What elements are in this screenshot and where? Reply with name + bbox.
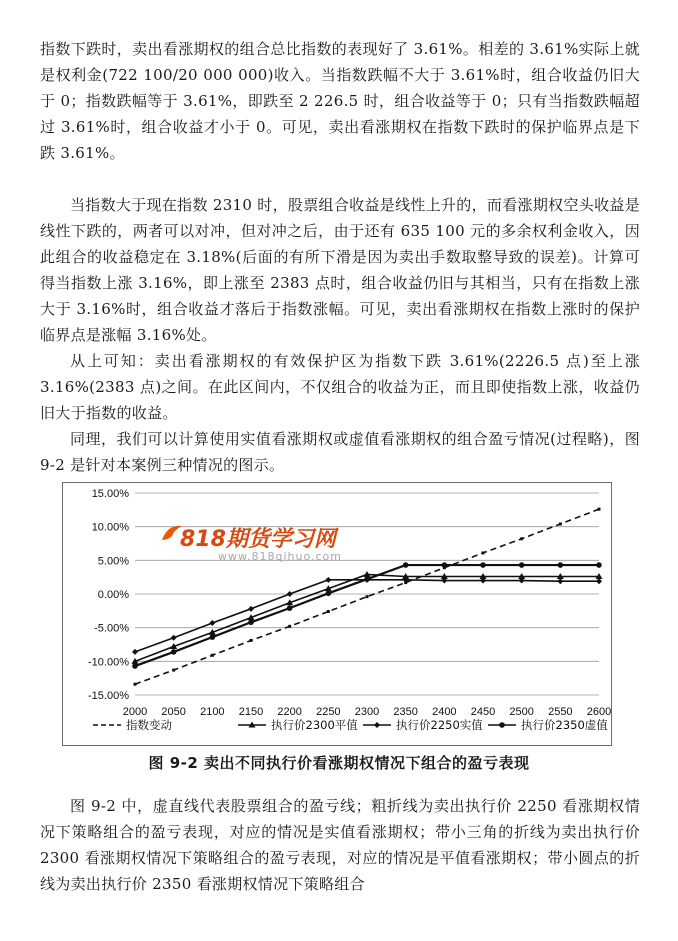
data-point-dash	[172, 669, 175, 672]
y-tick-label: -5.00%	[94, 622, 129, 635]
x-tick-label: 2450	[470, 706, 496, 718]
data-point-dash	[559, 522, 562, 525]
legend-label-1: 执行价2300平值	[271, 718, 358, 732]
data-point-diamond	[596, 578, 602, 584]
data-point-circle	[558, 562, 564, 568]
legend-label-3: 执行价2350虚值	[521, 718, 608, 732]
y-tick-label: -10.00%	[88, 656, 129, 669]
watermark-brand: 818期货学习网	[180, 527, 336, 552]
data-point-dash	[598, 508, 601, 511]
data-point-circle	[326, 591, 332, 597]
x-tick-label: 2050	[161, 706, 186, 718]
data-point-diamond	[287, 591, 293, 597]
figure-caption: 图 9-2 卖出不同执行价看涨期权情况下组合的盈亏表现	[148, 754, 530, 772]
data-point-diamond	[209, 620, 215, 626]
data-point-dash	[211, 654, 214, 657]
x-tick-label: 2000	[122, 706, 148, 718]
x-tick-label: 2150	[238, 706, 264, 718]
data-point-diamond	[374, 722, 380, 728]
data-point-dash	[366, 595, 369, 598]
legend-label-2: 执行价2250实值	[396, 718, 483, 732]
paragraph-4: 同理，我们可以计算使用实值看涨期权或虚值看涨期权的组合盈亏情况(过程略)，图 9-2 是针对本案例三种情况的图示。	[40, 430, 640, 474]
paragraph-3: 从上可知：卖出看涨期权的有效保护区为指数下跌 3.61%(2226.5 点)至上涨 3.16%(2383 点)之间。在此区间内，不仅组合的收益为正，而且即使指数上涨，收益仍旧大于指数的收益。	[40, 352, 640, 422]
x-tick-label: 2200	[277, 706, 302, 718]
x-tick-label: 2500	[509, 706, 534, 718]
data-point-circle	[210, 634, 216, 640]
data-point-circle	[132, 663, 138, 669]
chart-frame	[62, 482, 612, 746]
y-tick-label: 10.00%	[91, 521, 129, 534]
data-point-dash	[520, 537, 523, 540]
data-point-circle	[171, 649, 177, 655]
data-point-circle	[480, 562, 486, 568]
y-tick-label: -15.00%	[88, 690, 129, 702]
data-point-circle	[519, 562, 525, 568]
watermark-url: www.818qihuo.com	[218, 550, 342, 563]
x-tick-label: 2350	[393, 706, 418, 718]
paragraph-1: 指数下跌时，卖出看涨期权的组合总比指数的表现好了 3.61%。相差的 3.61%实际上就是权利金(722 100/20 000 000)收入。当指数跌幅不大于 3.61%时，组合收益仍旧大于 0；指数跌幅等于 3.61%，即跌至 2 226.5 时，组合收益等于 0；只有当指数跌幅超过 3.61%时，组合收益才小于 0。可见，卖出看涨期权在指数下跌时的保护临界点是下跌 3.61%。	[40, 40, 640, 162]
x-tick-label: 2550	[548, 706, 573, 718]
data-point-circle	[364, 576, 370, 582]
data-point-dash	[134, 683, 137, 686]
legend-label-0: 指数变动	[126, 718, 172, 732]
data-point-dash	[288, 625, 291, 628]
data-point-diamond	[248, 606, 254, 612]
data-point-dash	[327, 610, 330, 613]
data-point-diamond	[132, 649, 138, 655]
line-chart	[63, 483, 611, 745]
y-tick-label: 15.00%	[91, 488, 129, 500]
paragraph-2: 当指数大于现在指数 2310 时，股票组合收益是线性上升的，而看涨期权空头收益是线性下跌的，两者可以对冲，但对冲之后，由于还有 635 100 元的多余权利金收入，因此组合的收益稳定在 3.18%(后面的有所下滑是因为卖出手数取整导致的误差)。计算可得当指数上涨 3.16%，即上涨至 2383 点时，组合收益仍旧与其相当，只有在指数上涨大于 3.16%时，组合收益才落后于指数涨幅。可见，卖出看涨期权在指数上涨时的保护临界点是涨幅 3.16%处。	[40, 196, 640, 344]
data-point-dash	[250, 639, 253, 642]
data-point-diamond	[557, 578, 563, 584]
paragraph-5: 图 9-2 中，虚直线代表股票组合的盈亏线；粗折线为卖出执行价 2250 看涨期权情况下策略组合的盈亏表现，对应的情况是实值看涨期权；带小三角的折线为卖出执行价 2300 看涨期权情况下策略组合的盈亏表现，对应的情况是平值看涨期权；带小圆点的折线为卖出执行价 2350 看涨期权情况下策略组合	[40, 797, 640, 893]
x-tick-label: 2100	[200, 706, 225, 718]
data-point-circle	[596, 562, 602, 568]
data-point-circle	[403, 562, 409, 568]
x-tick-label: 2300	[354, 706, 380, 718]
x-tick-label: 2600	[586, 706, 611, 718]
x-tick-label: 2250	[316, 706, 341, 718]
data-point-diamond	[171, 635, 177, 641]
data-point-dash	[482, 551, 485, 554]
data-point-diamond	[325, 577, 331, 583]
data-point-circle	[287, 605, 293, 611]
data-point-circle	[499, 722, 505, 728]
series-line-1	[135, 574, 599, 661]
y-tick-label: 5.00%	[97, 555, 129, 568]
y-tick-label: 0.00%	[97, 589, 129, 601]
x-tick-label: 2400	[432, 706, 457, 718]
data-point-circle	[442, 562, 448, 568]
data-point-circle	[248, 619, 254, 625]
